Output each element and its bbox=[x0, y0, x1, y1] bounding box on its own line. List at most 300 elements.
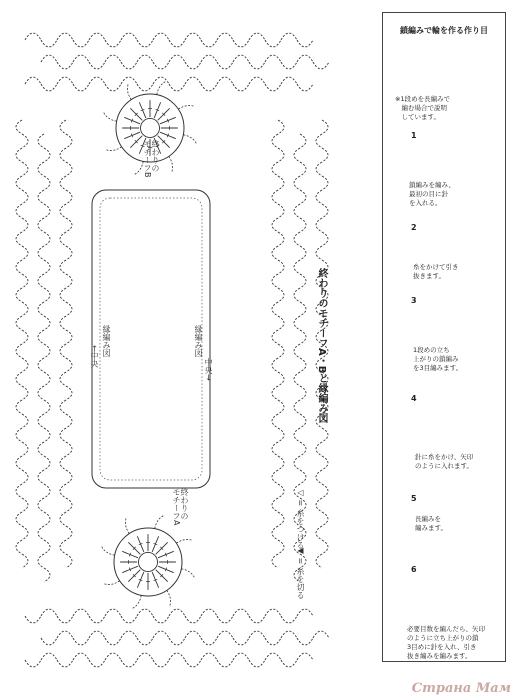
chain-loop bbox=[316, 246, 322, 260]
chain-loop bbox=[89, 33, 105, 40]
chain-loop bbox=[322, 512, 328, 526]
chain-loop bbox=[316, 526, 322, 540]
chain-loop bbox=[217, 616, 233, 623]
chain-loop bbox=[60, 484, 66, 498]
chain-loop bbox=[60, 204, 66, 218]
chain-loop bbox=[22, 274, 28, 288]
chain-loop bbox=[278, 288, 284, 302]
chain-loop bbox=[121, 616, 137, 623]
chain-loop bbox=[121, 77, 137, 84]
chain-loop bbox=[66, 218, 72, 232]
chain-loop bbox=[278, 232, 284, 246]
motif-picot bbox=[157, 81, 166, 94]
motif-picot bbox=[169, 156, 173, 172]
motif-picot bbox=[132, 595, 141, 608]
chain-loop bbox=[66, 246, 72, 260]
chain-loop bbox=[272, 442, 278, 456]
chain-loop bbox=[272, 274, 278, 288]
chain-loop bbox=[73, 84, 89, 91]
chain-loop bbox=[137, 653, 153, 660]
chain-loop bbox=[233, 638, 249, 645]
motif-picot bbox=[181, 569, 194, 578]
chain-loop bbox=[294, 204, 300, 218]
chain-loop bbox=[297, 84, 313, 91]
motif-picot bbox=[167, 590, 171, 606]
instruction-panel bbox=[382, 12, 506, 662]
chain-loop bbox=[44, 456, 50, 470]
chain-loop bbox=[294, 316, 300, 330]
chain-loop bbox=[278, 512, 284, 526]
chain-loop bbox=[278, 344, 284, 358]
chain-loop bbox=[60, 176, 66, 190]
chain-loop bbox=[249, 616, 265, 623]
chain-loop bbox=[201, 609, 217, 616]
step-2-number: 2 bbox=[411, 223, 417, 232]
legend-cut: ◀ = 糸を切る bbox=[296, 546, 305, 599]
chain-loop bbox=[185, 631, 201, 638]
chain-loop bbox=[217, 631, 233, 638]
chain-loop bbox=[16, 232, 22, 246]
motif-picot bbox=[125, 518, 129, 534]
chain-loop bbox=[294, 400, 300, 414]
chain-loop bbox=[44, 204, 50, 218]
chain-loop bbox=[169, 638, 185, 645]
chain-loop bbox=[105, 638, 121, 645]
chain-loop bbox=[44, 400, 50, 414]
chain-loop bbox=[60, 428, 66, 442]
chain-loop bbox=[281, 660, 297, 667]
chain-loop bbox=[16, 288, 22, 302]
motif-a bbox=[101, 515, 194, 608]
chain-loop bbox=[322, 540, 328, 554]
chain-loop bbox=[137, 638, 153, 645]
chain-loop bbox=[272, 526, 278, 540]
chain-loop bbox=[66, 274, 72, 288]
chain-loop bbox=[153, 616, 169, 623]
chain-loop bbox=[294, 176, 300, 190]
chain-loop bbox=[66, 526, 72, 540]
step-2-text: 糸をかけて引き 抜きます。 bbox=[413, 263, 459, 280]
chain-loop bbox=[25, 33, 41, 40]
chain-loop bbox=[272, 246, 278, 260]
chain-loop bbox=[281, 62, 297, 69]
chain-loop bbox=[153, 77, 169, 84]
chain-loop bbox=[265, 653, 281, 660]
chain-loop bbox=[249, 631, 265, 638]
chain-loop bbox=[38, 554, 44, 568]
chain-loop bbox=[44, 260, 50, 274]
chain-loop bbox=[300, 386, 306, 400]
chain-loop bbox=[60, 288, 66, 302]
chain-loop bbox=[66, 498, 72, 512]
chain-loop bbox=[44, 372, 50, 386]
motif-picot bbox=[127, 84, 131, 100]
chain-loop bbox=[316, 218, 322, 232]
chain-loop bbox=[265, 609, 281, 616]
chain-loop bbox=[169, 609, 185, 616]
chain-loop bbox=[44, 540, 50, 554]
panel-title: 鎖編みで輪を作る作り目 bbox=[400, 26, 488, 35]
chain-loop bbox=[294, 288, 300, 302]
chain-loop bbox=[60, 400, 66, 414]
chain-loop bbox=[322, 484, 328, 498]
chain-loop bbox=[60, 512, 66, 526]
chain-loop bbox=[233, 55, 249, 62]
chain-loop bbox=[22, 386, 28, 400]
chain-loop bbox=[265, 638, 281, 645]
chain-loop bbox=[201, 653, 217, 660]
chain-loop bbox=[278, 428, 284, 442]
chain-loop bbox=[233, 40, 249, 47]
chain-loop bbox=[272, 358, 278, 372]
chain-loop bbox=[57, 616, 73, 623]
chain-loop bbox=[300, 190, 306, 204]
chain-loop bbox=[137, 55, 153, 62]
step-4-text: 針に糸をかけ、矢印 のように入れます。 bbox=[415, 453, 474, 470]
chain-loop bbox=[41, 609, 57, 616]
chain-loop bbox=[16, 540, 22, 554]
chain-loop bbox=[300, 358, 306, 372]
chain-loop bbox=[41, 638, 57, 645]
chain-loop bbox=[201, 638, 217, 645]
chain-loop bbox=[66, 554, 72, 568]
chain-loop bbox=[185, 33, 201, 40]
chain-loop bbox=[16, 400, 22, 414]
chain-loop bbox=[316, 498, 322, 512]
chain-loop bbox=[73, 55, 89, 62]
chain-loop bbox=[300, 218, 306, 232]
step-3-text: 1段めの立ち 上がりの鎖編み を3目編みます。 bbox=[413, 346, 463, 372]
motif-picot bbox=[155, 515, 164, 528]
chain-loop bbox=[22, 554, 28, 568]
chain-loop bbox=[217, 33, 233, 40]
chain-loop bbox=[278, 372, 284, 386]
frame-stitch-row bbox=[100, 198, 202, 480]
chain-loop bbox=[22, 526, 28, 540]
chain-loop bbox=[278, 540, 284, 554]
chain-loop bbox=[73, 653, 89, 660]
step-5-text: 長編みを 編みます。 bbox=[415, 515, 447, 532]
chain-loop bbox=[322, 148, 328, 162]
chain-loop bbox=[89, 660, 105, 667]
motif-picot bbox=[178, 105, 194, 109]
chain-loop bbox=[153, 62, 169, 69]
chain-loop bbox=[265, 55, 281, 62]
motif-picot bbox=[134, 161, 143, 174]
chain-loop bbox=[316, 134, 322, 148]
chain-loop bbox=[60, 148, 66, 162]
chain-loop bbox=[297, 609, 313, 616]
chain-loop bbox=[38, 190, 44, 204]
chain-loop bbox=[272, 218, 278, 232]
motif-picot bbox=[176, 539, 192, 543]
chain-loop bbox=[89, 77, 105, 84]
chain-loop bbox=[38, 414, 44, 428]
motif-b-label: 終わりの モチーフB bbox=[143, 140, 160, 178]
chain-loop bbox=[294, 372, 300, 386]
chain-loop bbox=[249, 660, 265, 667]
step-6-text: 必要目数を編んだら、矢印 のように立ち上がりの鎖 3目めに針を入れ、引き 抜き編みを編みます。 bbox=[407, 625, 485, 660]
chain-loop bbox=[25, 77, 41, 84]
chain-loop bbox=[16, 372, 22, 386]
chain-loop bbox=[16, 428, 22, 442]
right-center-label: 中央→ bbox=[204, 358, 213, 381]
chain-loop bbox=[278, 120, 284, 134]
chain-loop bbox=[316, 554, 322, 568]
step-3-number: 3 bbox=[411, 296, 417, 305]
chain-loop bbox=[38, 134, 44, 148]
left-edge-label: 縁編み図 bbox=[102, 325, 111, 357]
chain-loop bbox=[278, 456, 284, 470]
chain-loop bbox=[22, 442, 28, 456]
chain-loop bbox=[217, 77, 233, 84]
chain-loop bbox=[294, 148, 300, 162]
chain-loop bbox=[185, 660, 201, 667]
chain-loop bbox=[25, 616, 41, 623]
chain-loop bbox=[137, 84, 153, 91]
chain-loop bbox=[38, 162, 44, 176]
chain-loop bbox=[44, 344, 50, 358]
chain-loop bbox=[22, 190, 28, 204]
chain-loop bbox=[297, 653, 313, 660]
chain-loop bbox=[201, 84, 217, 91]
step-5-number: 5 bbox=[411, 494, 417, 503]
chain-loop bbox=[22, 246, 28, 260]
chain-loop bbox=[201, 40, 217, 47]
left-center-label: ←中央 bbox=[90, 345, 99, 368]
motif-picot bbox=[104, 581, 120, 585]
chain-loop bbox=[57, 77, 73, 84]
chain-loop bbox=[265, 40, 281, 47]
chain-loop bbox=[316, 442, 322, 456]
watermark-text: Страна Мам bbox=[411, 681, 511, 696]
motif-picot bbox=[183, 135, 196, 144]
chain-loop bbox=[322, 428, 328, 442]
chain-loop bbox=[60, 260, 66, 274]
chain-loop bbox=[316, 162, 322, 176]
chain-loop bbox=[44, 484, 50, 498]
chain-loop bbox=[66, 470, 72, 484]
chain-loop bbox=[38, 274, 44, 288]
chain-loop bbox=[25, 660, 41, 667]
chain-loop bbox=[233, 653, 249, 660]
chain-loop bbox=[73, 40, 89, 47]
chain-loop bbox=[73, 609, 89, 616]
chain-loop bbox=[16, 120, 22, 134]
legend-attach: ◁ = 糸をつける bbox=[296, 488, 305, 549]
chain-loop bbox=[185, 62, 201, 69]
chain-loop bbox=[60, 316, 66, 330]
chain-loop bbox=[105, 84, 121, 91]
chain-loop bbox=[217, 660, 233, 667]
chain-loop bbox=[249, 77, 265, 84]
chain-loop bbox=[169, 55, 185, 62]
chain-loop bbox=[66, 358, 72, 372]
chain-loop bbox=[16, 512, 22, 526]
chain-loop bbox=[294, 344, 300, 358]
chain-loop bbox=[38, 386, 44, 400]
chain-loop bbox=[322, 176, 328, 190]
chain-loop bbox=[73, 638, 89, 645]
chain-loop bbox=[278, 204, 284, 218]
chain-loop bbox=[16, 316, 22, 330]
chain-loop bbox=[66, 134, 72, 148]
chain-loop bbox=[105, 653, 121, 660]
chain-loop bbox=[66, 442, 72, 456]
right-edge-label: 縁編み図 bbox=[194, 325, 203, 357]
step-4-number: 4 bbox=[411, 394, 417, 403]
chain-loop bbox=[66, 330, 72, 344]
chain-loop bbox=[281, 77, 297, 84]
chain-loop bbox=[297, 40, 313, 47]
chain-loop bbox=[57, 660, 73, 667]
chain-loop bbox=[265, 84, 281, 91]
chain-loop bbox=[201, 55, 217, 62]
motif-a-label: 終わりの モチーフA bbox=[172, 488, 189, 526]
chain-loop bbox=[38, 218, 44, 232]
motif-picot bbox=[106, 147, 122, 151]
chain-loop bbox=[22, 498, 28, 512]
chain-loop bbox=[22, 162, 28, 176]
chain-loop bbox=[22, 218, 28, 232]
chain-loop bbox=[60, 120, 66, 134]
motif-picot bbox=[103, 112, 116, 121]
chain-loop bbox=[66, 414, 72, 428]
chain-loop bbox=[22, 302, 28, 316]
chain-loop bbox=[294, 428, 300, 442]
chain-loop bbox=[89, 62, 105, 69]
chain-loop bbox=[272, 162, 278, 176]
chain-loop bbox=[16, 344, 22, 358]
chain-loop bbox=[281, 33, 297, 40]
diagram-title: 終わりのモチーフA・Bと縁編み図 bbox=[316, 268, 327, 424]
chain-loop bbox=[60, 232, 66, 246]
chain-loop bbox=[294, 232, 300, 246]
chain-loop bbox=[278, 400, 284, 414]
chain-loop bbox=[38, 302, 44, 316]
chain-loop bbox=[322, 120, 328, 134]
chain-loop bbox=[249, 62, 265, 69]
chain-loop bbox=[44, 176, 50, 190]
step-1-number: 1 bbox=[411, 131, 417, 140]
chain-loop bbox=[233, 84, 249, 91]
chain-loop bbox=[278, 484, 284, 498]
chain-loop bbox=[272, 134, 278, 148]
chain-loop bbox=[278, 176, 284, 190]
chain-loop bbox=[322, 204, 328, 218]
chain-loop bbox=[217, 62, 233, 69]
chain-loop bbox=[16, 204, 22, 218]
chain-loop bbox=[44, 232, 50, 246]
chain-loop bbox=[153, 660, 169, 667]
chain-loop bbox=[66, 386, 72, 400]
chain-loop bbox=[300, 330, 306, 344]
chain-loop bbox=[41, 40, 57, 47]
chain-loop bbox=[121, 62, 137, 69]
chain-loop bbox=[300, 442, 306, 456]
chain-loop bbox=[16, 148, 22, 162]
chain-loop bbox=[38, 498, 44, 512]
chain-loop bbox=[272, 470, 278, 484]
chain-loop bbox=[121, 660, 137, 667]
chain-loop bbox=[272, 498, 278, 512]
chain-loop bbox=[44, 428, 50, 442]
chain-loop bbox=[57, 33, 73, 40]
chain-loop bbox=[153, 33, 169, 40]
chain-loop bbox=[38, 526, 44, 540]
chain-loop bbox=[185, 616, 201, 623]
chain-loop bbox=[278, 148, 284, 162]
chain-loop bbox=[281, 616, 297, 623]
chain-loop bbox=[300, 162, 306, 176]
chain-loop bbox=[22, 358, 28, 372]
chain-loop bbox=[44, 568, 50, 582]
chain-loop bbox=[22, 134, 28, 148]
chain-loop bbox=[185, 77, 201, 84]
chain-loop bbox=[66, 190, 72, 204]
chain-loop bbox=[16, 484, 22, 498]
motif-picot bbox=[101, 546, 114, 555]
chain-loop bbox=[66, 302, 72, 316]
chain-loop bbox=[300, 414, 306, 428]
chain-loop bbox=[272, 554, 278, 568]
chain-loop bbox=[249, 33, 265, 40]
chain-loop bbox=[316, 190, 322, 204]
chain-loop bbox=[313, 62, 329, 69]
chain-loop bbox=[60, 372, 66, 386]
chain-loop bbox=[272, 386, 278, 400]
chain-loop bbox=[272, 330, 278, 344]
chain-loop bbox=[22, 330, 28, 344]
chain-loop bbox=[169, 84, 185, 91]
chain-loop bbox=[22, 470, 28, 484]
chain-loop bbox=[272, 302, 278, 316]
chain-loop bbox=[169, 653, 185, 660]
step-1-text: 鎖編みを編み、 最初の目に針 を入れる。 bbox=[409, 181, 455, 207]
chain-loop bbox=[300, 246, 306, 260]
chain-loop bbox=[300, 274, 306, 288]
chain-loop bbox=[41, 84, 57, 91]
chain-loop bbox=[121, 33, 137, 40]
chain-loop bbox=[153, 631, 169, 638]
chain-loop bbox=[44, 512, 50, 526]
chain-loop bbox=[322, 456, 328, 470]
chain-loop bbox=[16, 260, 22, 274]
chain-loop bbox=[281, 631, 297, 638]
chain-loop bbox=[137, 40, 153, 47]
chain-loop bbox=[297, 638, 313, 645]
chain-loop bbox=[105, 609, 121, 616]
chain-loop bbox=[272, 190, 278, 204]
chain-loop bbox=[44, 288, 50, 302]
chain-loop bbox=[41, 653, 57, 660]
chain-loop bbox=[300, 134, 306, 148]
chain-loop bbox=[294, 260, 300, 274]
chain-loop bbox=[300, 470, 306, 484]
chain-loop bbox=[38, 470, 44, 484]
chain-loop bbox=[60, 540, 66, 554]
chain-loop bbox=[38, 442, 44, 456]
chain-loop bbox=[169, 40, 185, 47]
chain-loop bbox=[278, 316, 284, 330]
chain-loop bbox=[313, 631, 329, 638]
chain-loop bbox=[89, 616, 105, 623]
chain-loop bbox=[233, 609, 249, 616]
chain-loop bbox=[16, 456, 22, 470]
chain-loop bbox=[300, 302, 306, 316]
chain-loop bbox=[278, 260, 284, 274]
chain-loop bbox=[16, 176, 22, 190]
